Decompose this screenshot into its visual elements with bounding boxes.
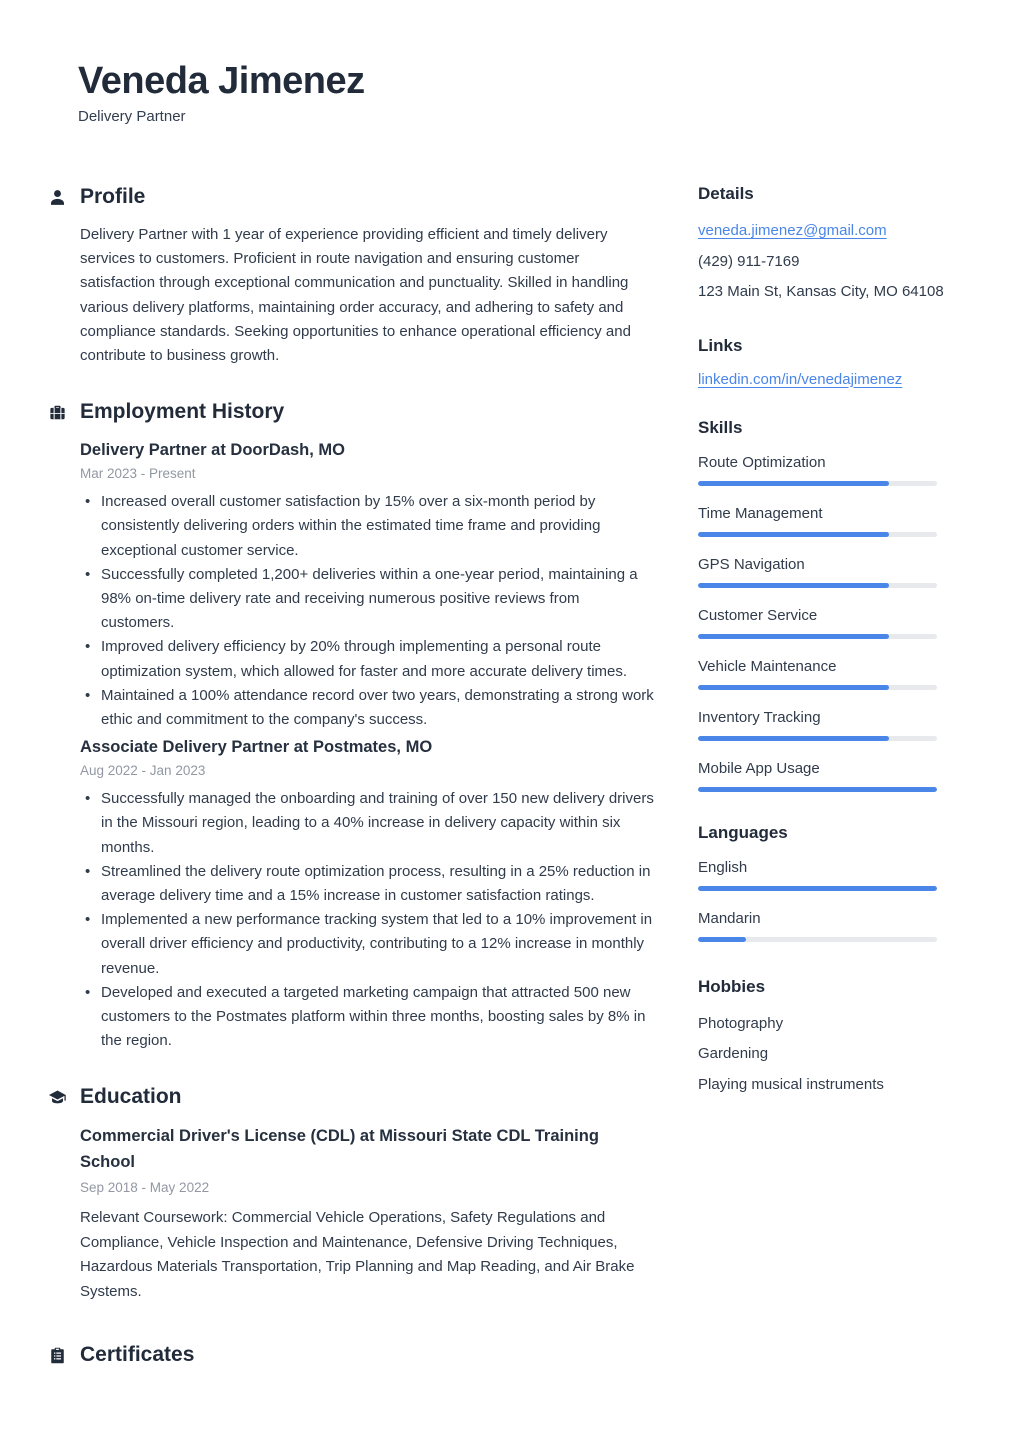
job-bullet-list bbox=[80, 787, 656, 1053]
hobbies-section bbox=[698, 976, 964, 1101]
profile-summary: Delivery Partner with 1 year of experience providing efficient and timely delivery services to customers. Proficient in route navigation and ensuring customer satisfaction through exceptional communication and punctuality. Skilled in handling various delivery platforms, maintaining order accuracy, and adhering to safety and compliance standards. Seeking opportunities to enhance operational efficiency and contribute to business growth. bbox=[80, 226, 631, 365]
details-section bbox=[698, 183, 964, 308]
skill-bar bbox=[698, 787, 937, 792]
skill-bar bbox=[698, 685, 937, 690]
education-section bbox=[48, 1083, 662, 1304]
bullet-item: • Successfully completed 1,200+ deliveries within a one-year period, maintaining a 98% on-time delivery rate and receiving numerous positive reviews from customers. bbox=[80, 563, 656, 636]
job-title: Delivery Partner at DoorDash, MO bbox=[80, 441, 345, 460]
skill-item bbox=[698, 606, 964, 639]
profile-heading: Profile bbox=[80, 185, 146, 208]
bullet-item: • Increased overall customer satisfaction by 15% over a six-month period by consistently delivering orders within the estimated time frame and providing exceptional customer service. bbox=[80, 490, 656, 563]
hobby-item: Photography bbox=[698, 1014, 784, 1032]
job-bullet-list bbox=[80, 490, 656, 732]
link-row bbox=[698, 369, 964, 391]
skill-item bbox=[698, 555, 964, 588]
links-heading: Links bbox=[698, 335, 743, 355]
education-heading-row bbox=[48, 1083, 662, 1111]
profile-heading-row bbox=[48, 183, 662, 211]
job-entry bbox=[80, 735, 662, 1053]
languages-section bbox=[698, 822, 964, 942]
bullet-item: • Developed and executed a targeted marketing campaign that attracted 500 new customers to the Postmates platform within three months, boosting sales by 8% in the region. bbox=[80, 981, 656, 1054]
skill-item bbox=[698, 708, 964, 741]
employment-heading-row bbox=[48, 398, 662, 426]
job-dates: Mar 2023 - Present bbox=[80, 466, 196, 482]
bullet-item: • Streamlined the delivery route optimization process, resulting in a 25% reduction in average delivery time and a 15% increase in customer satisfaction ratings. bbox=[80, 860, 656, 908]
phone-number: (429) 911-7169 bbox=[698, 252, 800, 270]
hobbies-heading: Hobbies bbox=[698, 976, 766, 996]
linkedin-link[interactable]: linkedin.com/in/venedajimenez bbox=[698, 370, 903, 388]
language-bar-fill bbox=[698, 886, 937, 891]
person-icon bbox=[48, 188, 67, 207]
education-degree-title: Commercial Driver's License (CDL) at Missouri State CDL Training School bbox=[80, 1127, 599, 1172]
candidate-name: Veneda Jimenez bbox=[78, 60, 365, 102]
job-entry bbox=[80, 438, 662, 732]
skills-heading: Skills bbox=[698, 417, 743, 437]
resume-columns bbox=[48, 183, 980, 1369]
skill-bar-fill bbox=[698, 634, 889, 639]
skill-bar-fill bbox=[698, 685, 889, 690]
employment-section bbox=[48, 398, 662, 1053]
skill-bar-fill bbox=[698, 532, 889, 537]
skill-label: GPS Navigation bbox=[698, 555, 805, 573]
job-title: Associate Delivery Partner at Postmates, MO bbox=[80, 738, 433, 757]
skill-item bbox=[698, 453, 964, 486]
skill-label: Mobile App Usage bbox=[698, 759, 820, 777]
skills-section bbox=[698, 417, 964, 792]
certificates-section bbox=[48, 1341, 662, 1369]
bullet-item: • Implemented a new performance tracking system that led to a 10% improvement in overall driver efficiency and productivity, contributing to a 12% increase in monthly revenue. bbox=[80, 908, 656, 981]
skill-bar bbox=[698, 736, 937, 741]
skill-item bbox=[698, 504, 964, 537]
skill-bar bbox=[698, 583, 937, 588]
bullet-item: • Successfully managed the onboarding and training of over 150 new delivery drivers in the Missouri region, leading to a 40% increase in delivery capacity within six months. bbox=[80, 787, 656, 860]
skill-bar bbox=[698, 634, 937, 639]
education-dates: Sep 2018 - May 2022 bbox=[80, 1180, 210, 1196]
skill-bar-fill bbox=[698, 583, 889, 588]
skill-label: Vehicle Maintenance bbox=[698, 657, 837, 675]
skill-label: Customer Service bbox=[698, 606, 818, 624]
graduation-cap-icon bbox=[48, 1088, 67, 1107]
email-row bbox=[698, 216, 964, 247]
certificates-heading-row bbox=[48, 1341, 662, 1369]
postal-address: 123 Main St, Kansas City, MO 64108 bbox=[698, 283, 944, 300]
certificates-heading: Certificates bbox=[80, 1343, 195, 1367]
language-bar bbox=[698, 886, 937, 891]
job-dates: Aug 2022 - Jan 2023 bbox=[80, 763, 206, 779]
skill-label: Time Management bbox=[698, 504, 823, 522]
language-item bbox=[698, 909, 964, 942]
hobby-item: Playing musical instruments bbox=[698, 1075, 884, 1093]
profile-section bbox=[48, 183, 662, 368]
skill-item bbox=[698, 657, 964, 690]
language-label: English bbox=[698, 858, 748, 876]
skill-bar-fill bbox=[698, 481, 889, 486]
clipboard-icon bbox=[48, 1346, 67, 1365]
skill-bar bbox=[698, 481, 937, 486]
skill-bar-fill bbox=[698, 736, 889, 741]
language-label: Mandarin bbox=[698, 909, 761, 927]
languages-heading: Languages bbox=[698, 822, 788, 842]
skill-label: Route Optimization bbox=[698, 453, 826, 471]
email-link[interactable]: veneda.jimenez@gmail.com bbox=[698, 222, 887, 239]
language-item bbox=[698, 858, 964, 891]
candidate-job-title: Delivery Partner bbox=[78, 108, 186, 125]
skill-label: Inventory Tracking bbox=[698, 708, 821, 726]
education-heading: Education bbox=[80, 1085, 182, 1109]
education-description: Relevant Coursework: Commercial Vehicle Operations, Safety Regulations and Compliance, Vehicle Inspection and Maintenance, Defensive Driving Techniques, Hazardous Materials Transportation, Trip Planning and Map Reading, and Air Brake Systems. bbox=[80, 1209, 635, 1300]
bullet-item: • Maintained a 100% attendance record over two years, demonstrating a strong work ethic and commitment to the company's success. bbox=[80, 684, 656, 732]
skill-bar-fill bbox=[698, 787, 937, 792]
details-heading: Details bbox=[698, 184, 754, 203]
language-bar-fill bbox=[698, 937, 746, 942]
links-section bbox=[698, 335, 964, 391]
bullet-item: • Improved delivery efficiency by 20% through implementing a personal route optimization system, which allowed for faster and more accurate delivery times. bbox=[80, 635, 656, 683]
main-column bbox=[48, 183, 662, 1369]
resume-header bbox=[78, 60, 980, 125]
briefcase-icon bbox=[48, 403, 67, 422]
skill-item bbox=[698, 759, 964, 792]
column-gap bbox=[662, 183, 698, 1369]
sidebar-column bbox=[698, 183, 964, 1369]
language-bar bbox=[698, 937, 937, 942]
skill-bar bbox=[698, 532, 937, 537]
hobby-item: Gardening bbox=[698, 1045, 769, 1062]
employment-heading: Employment History bbox=[80, 400, 285, 424]
